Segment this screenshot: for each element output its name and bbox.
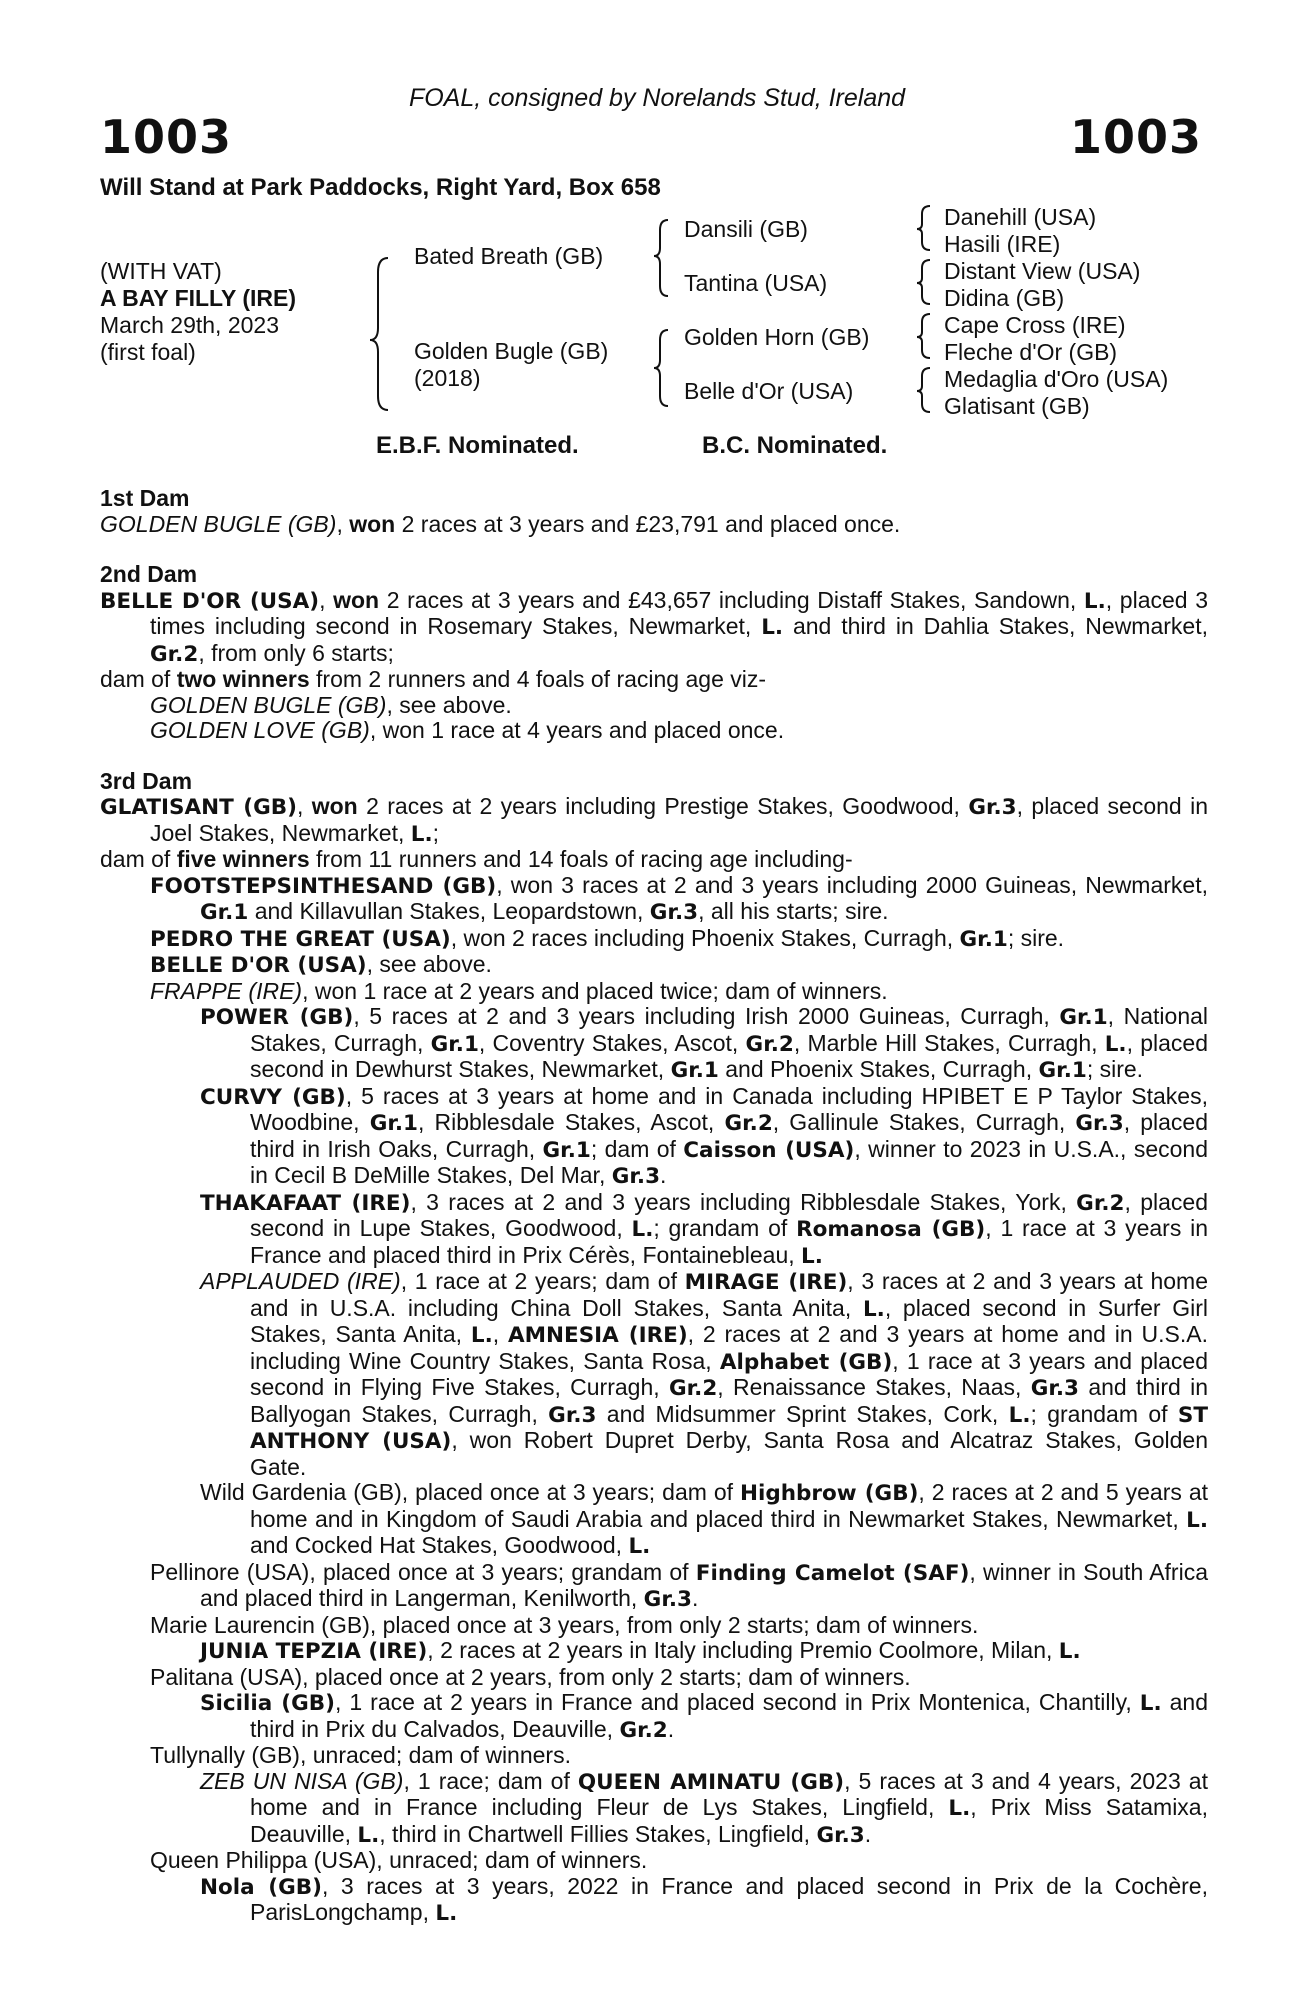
produce-item: GOLDEN BUGLE (GB), see above. [150, 691, 512, 718]
subject-name: A BAY FILLY (IRE) [100, 285, 296, 311]
produce-item: Pellinore (USA), placed once at 3 years; grandam of Finding Camelot (SAF), winner in South Africa and placed third in Langerman, Kenilworth, Gr.3. [150, 1558, 1208, 1612]
produce-item: ZEB UN NISA (GB), 1 race; dam of QUEEN AMINATU (GB), 5 races at 3 and 4 years, 2023 at home and in France including Fleur de Lys Stakes, Lingfield, L., Prix Miss Satamixa, Deauville, L., third in Chartwell Fillies Stakes, Lingfield, Gr.3. [200, 1767, 1208, 1848]
lot-number-left: 1003 [100, 110, 233, 164]
produce-item: CURVY (GB), 5 races at 3 years at home and in Canada including HPIBET E P Taylor Stakes, Woodbine, Gr.1, Ribblesdale Stakes, Ascot, Gr.2, Gallinule Stakes, Curragh, Gr.3, placed third in Irish Oaks, Curragh, Gr.1; dam of Caisson (USA), winner to 2023 in U.S.A., second in Cecil B DeMille Stakes, Del Mar, Gr.3. [200, 1082, 1209, 1189]
first-dam-heading: 1st Dam [100, 485, 190, 511]
third-dam-text: GLATISANT (GB), won 2 races at 2 years including Prestige Stakes, Goodwood, Gr.3, placed second in Joel Stakes, Newmarket, L.; [100, 793, 1209, 847]
ped-dsd: Fleche d'Or (GB) [944, 339, 1118, 365]
subject-dob: March 29th, 2023 [100, 312, 280, 338]
produce-item: GOLDEN LOVE (GB), won 1 race at 4 years and placed once. [150, 717, 785, 743]
produce-item: Sicilia (GB), 1 race at 2 years in France and placed second in Prix Montenica, Chantilly, L. and third in Prix du Calvados, Deauville, Gr.2. [200, 1689, 1209, 1743]
produce-item: Wild Gardenia (GB), placed once at 3 years; dam of Highbrow (GB), 2 races at 2 and 5 years at home and in Kingdom of Saudi Arabia and placed third in Newmarket Stakes, Newmarket, L. and Cocked Hat Stakes, Goodwood, L. [200, 1479, 1209, 1559]
second-dam-heading: 2nd Dam [100, 561, 198, 587]
sire-dam: Tantina (USA) [684, 270, 828, 296]
produce-item: FOOTSTEPSINTHESAND (GB), won 3 races at 2 and 3 years including 2000 Guineas, Newmarket, Gr.1 and Killavullan Stakes, Leopardstown, Gr.3, all his starts; sire. [150, 871, 1208, 925]
dam-year: (2018) [414, 365, 481, 391]
bc-nomination: B.C. Nominated. [702, 432, 888, 459]
produce-item: Nola (GB), 3 races at 3 years, 2022 in France and placed second in Prix de la Cochère, ParisLongchamp, L. [200, 1872, 1208, 1926]
ped-sds: Distant View (USA) [944, 258, 1141, 284]
produce-item: Queen Philippa (USA), unraced; dam of winners. [150, 1847, 648, 1873]
ped-dds: Medaglia d'Oro (USA) [944, 366, 1169, 392]
produce-item: Tullynally (GB), unraced; dam of winners. [150, 1742, 571, 1768]
ped-dss: Cape Cross (IRE) [944, 312, 1126, 338]
produce-item: Palitana (USA), placed once at 2 years, from only 2 starts; dam of winners. [150, 1663, 911, 1690]
dam-dam: Belle d'Or (USA) [684, 378, 854, 404]
ped-sss: Danehill (USA) [944, 204, 1097, 230]
produce-item: BELLE D'OR (USA), see above. [150, 951, 492, 978]
produce-item: POWER (GB), 5 races at 2 and 3 years including Irish 2000 Guineas, Curragh, Gr.1, National Stakes, Curragh, Gr.1, Coventry Stakes, Ascot, Gr.2, Marble Hill Stakes, Curragh, L., placed second in Dewhurst Stakes, Newmarket, Gr.1 and Phoenix Stakes, Curragh, Gr.1; sire. [200, 1003, 1209, 1083]
produce-item: FRAPPE (IRE), won 1 race at 2 years and placed twice; dam of winners. [150, 977, 888, 1004]
produce-item: APPLAUDED (IRE), 1 race at 2 years; dam of MIRAGE (IRE), 3 races at 2 and 3 years at home and in U.S.A. including China Doll Stakes, Santa Anita, L., placed second in Surfer Girl Stakes, Santa Anita, L., AMNESIA (IRE), 2 races at 2 and 3 years at home and in U.S.A. including Wine Country Stakes, Santa Rosa, Alphabet (GB), 1 race at 3 years and placed second in Flying Five Stakes, Curragh, Gr.2, Renaissance Stakes, Naas, Gr.3 and third in Ballyogan Stakes, Curragh, Gr.3 and Midsummer Sprint Stakes, Cork, L.; grandam of ST ANTHONY (USA), won Robert Dupret Derby, Santa Rosa and Alcatraz Stakes, Golden Gate. [200, 1268, 1209, 1480]
lot-number-right: 1003 [1069, 110, 1202, 164]
sire-name: Bated Breath (GB) [414, 243, 604, 269]
third-dam-heading: 3rd Dam [100, 767, 193, 794]
subject-note: (first foal) [100, 339, 196, 365]
ped-ssd: Hasili (IRE) [944, 231, 1061, 257]
produce-item: THAKAFAAT (IRE), 3 races at 2 and 3 years including Ribblesdale Stakes, York, Gr.2, placed second in Lupe Stakes, Goodwood, L.; grandam of Romanosa (GB), 1 race at 3 years in France and placed third in Prix Cérès, Fontainebleau, L. [200, 1188, 1208, 1269]
produce-item: PEDRO THE GREAT (USA), won 2 races including Phoenix Stakes, Curragh, Gr.1; sire. [150, 924, 1065, 952]
second-dam-produce: dam of two winners from 2 runners and 4 foals of racing age viz- [100, 666, 767, 692]
vat-label: (WITH VAT) [100, 258, 222, 284]
third-dam-produce: dam of five winners from 11 runners and 14 foals of racing age including- [100, 846, 853, 872]
produce-item: JUNIA TEPZIA (IRE), 2 races at 2 years in Italy including Premio Coolmore, Milan, L. [200, 1637, 1081, 1664]
consignor-line: FOAL, consigned by Norelands Stud, Ireland [408, 84, 906, 112]
stand-location: Will Stand at Park Paddocks, Right Yard, Box 658 [100, 174, 661, 201]
second-dam-text: BELLE D'OR (USA), won 2 races at 3 years and £43,657 including Distaff Stakes, Sandown, L., placed 3 times including second in Rosemary Stakes, Newmarket, L. and third in Dahlia Stakes, Newmarket, Gr.2, from only 6 starts; [100, 586, 1208, 667]
ped-sdd: Didina (GB) [944, 285, 1065, 311]
ped-ddd: Glatisant (GB) [944, 393, 1090, 419]
ebf-nomination: E.B.F. Nominated. [376, 432, 579, 459]
dam-sire: Golden Horn (GB) [684, 324, 870, 350]
sire-sire: Dansili (GB) [684, 216, 808, 242]
first-dam-text: GOLDEN BUGLE (GB), won 2 races at 3 years and £23,791 and placed once. [100, 510, 901, 537]
catalogue-body [100, 486, 1208, 1927]
produce-item: Marie Laurencin (GB), placed once at 3 years, from only 2 starts; dam of winners. [150, 1611, 979, 1638]
dam-name: Golden Bugle (GB) [414, 338, 609, 364]
